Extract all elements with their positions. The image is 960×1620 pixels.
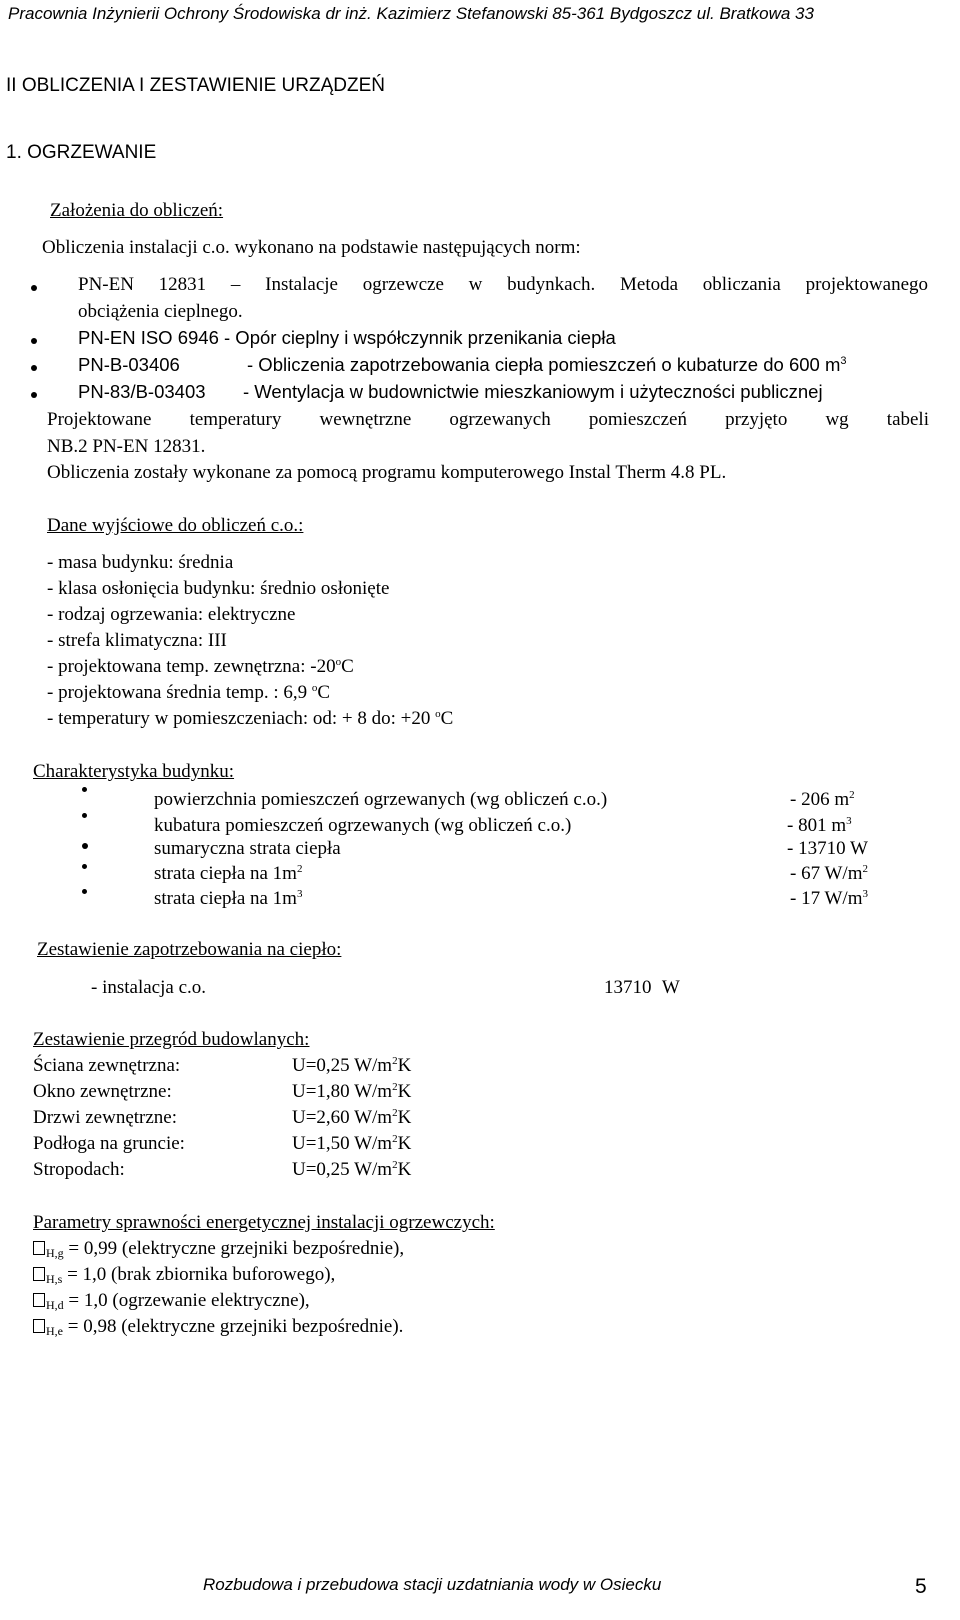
page-number: 5 (915, 1575, 927, 1598)
norm-item-4-code: PN-83/B-03403 (78, 381, 206, 402)
projected-temps-line2: NB.2 PN-EN 12831. (47, 436, 206, 457)
efficiency-row: $_{H,s}$ = 1,0 (brak zbiornika buforowego), (33, 1264, 335, 1286)
input-item: - strefa klimatyczna: III (47, 630, 227, 651)
partition-u-value: U=1,80 $W/m^2K$ (292, 1081, 412, 1102)
efficiency-row: $_{H,g}$ = 0,99 (elektryczne grzejniki bezpośrednie), (33, 1238, 404, 1260)
bullet-icon (31, 392, 37, 398)
norm-item-1-cont: obciążenia cieplnego. (78, 301, 243, 322)
characteristics-value: - 67 $W/m^2$ (790, 863, 868, 884)
norm-item-2: PN-EN ISO 6946 - Opór cieplny i współczynnik przenikania ciepła (78, 327, 616, 348)
bullet-icon (82, 864, 87, 869)
partition-name: Stropodach: (33, 1159, 125, 1180)
input-item-room-temp: - temperatury w pomieszczeniach: od: + 8 do: +20 $^o$C (47, 708, 454, 729)
subsection-title: 1. OGRZEWANIE (6, 142, 157, 163)
heat-demand-heading: Zestawienie zapotrzebowania na ciepło: (37, 939, 342, 960)
partition-name: Drzwi zewnętrzne: (33, 1107, 178, 1128)
software-note: Obliczenia zostały wykonane za pomocą programu komputerowego Instal Therm 4.8 PL. (47, 462, 727, 483)
eta-symbol-icon (33, 1293, 45, 1307)
heat-demand-label: - instalacja c.o. (91, 977, 207, 998)
characteristics-label: strata ciepła na $1m^2$ (154, 863, 303, 884)
heat-demand-value: 13710 W (604, 977, 680, 998)
bullet-icon (82, 843, 88, 849)
page-footer: Rozbudowa i przebudowa stacji uzdatniania wody w Osiecku (203, 1575, 662, 1594)
input-item-ext-temp: - projektowana temp. zewnętrzna: -20$^o$C (47, 656, 354, 677)
partition-u-value: U=1,50 $W/m^2K$ (292, 1133, 412, 1154)
efficiency-row: $_{H,e}$ = 0,98 (elektryczne grzejniki bezpośrednie). (33, 1316, 403, 1338)
bullet-icon (31, 365, 37, 371)
bullet-icon (82, 787, 87, 792)
norm-item-3-desc: - Obliczenia zapotrzebowania ciepła pomieszczeń o kubaturze do 600 $m^3$ (247, 354, 847, 375)
norm-item-3-code: PN-B-03406 (78, 354, 180, 375)
efficiency-heading: Parametry sprawności energetycznej instalacji ogrzewczych: (33, 1212, 495, 1233)
characteristics-value: - 13710 W (787, 838, 868, 859)
input-item: - klasa osłonięcia budynku: średnio osłonięte (47, 578, 390, 599)
characteristics-value: - 801 $m^3$ (787, 815, 852, 836)
bullet-icon (82, 813, 87, 818)
norm-item-4-desc: - Wentylacja w budownictwie mieszkaniowym i użyteczności publicznej (243, 381, 823, 402)
characteristics-value: - 206 $m^2$ (790, 789, 855, 810)
characteristics-label: strata ciepła na $1m^3$ (154, 888, 303, 909)
characteristics-label: powierzchnia pomieszczeń ogrzewanych (wg obliczeń c.o.) (154, 789, 608, 810)
partition-u-value: U=0,25 $W/m^2K$ (292, 1159, 412, 1180)
partitions-heading: Zestawienie przegród budowlanych: (33, 1029, 310, 1050)
input-data-heading: Dane wyjściowe do obliczeń c.o.: (47, 515, 304, 536)
assumptions-heading: Założenia do obliczeń: (50, 200, 224, 221)
characteristics-heading: Charakterystyka budynku: (33, 761, 235, 782)
partition-name: Podłoga na gruncie: (33, 1133, 185, 1154)
efficiency-row: $_{H,d}$ = 1,0 (ogrzewanie elektryczne), (33, 1290, 310, 1312)
bullet-icon (82, 889, 87, 894)
characteristics-label: sumaryczna strata ciepła (154, 838, 341, 859)
page-header: Pracownia Inżynierii Ochrony Środowiska dr inż. Kazimierz Stefanowski 85-361 Bydgoszcz ul. Bratkowa 33 (8, 4, 814, 23)
eta-symbol-icon (33, 1241, 45, 1255)
input-item: - masa budynku: średnia (47, 552, 234, 573)
bullet-icon (31, 285, 37, 291)
eta-symbol-icon (33, 1267, 45, 1281)
partition-name: Ściana zewnętrzna: (33, 1055, 181, 1076)
projected-temps-line1: Projektowane temperatury wewnętrzne ogrzewanych pomieszczeń przyjęto wg tabeli (47, 409, 929, 430)
partition-u-value: U=2,60 $W/m^2K$ (292, 1107, 412, 1128)
bullet-icon (31, 338, 37, 344)
input-item: - rodzaj ogrzewania: elektryczne (47, 604, 296, 625)
norm-item-1: PN-EN 12831 – Instalacje ogrzewcze w budynkach. Metoda obliczania projektowanego (78, 274, 928, 295)
input-item-avg-temp: - projektowana średnia temp. : 6,9 $^o$C (47, 682, 331, 703)
eta-symbol-icon (33, 1319, 45, 1333)
partition-u-value: U=0,25 $W/m^2K$ (292, 1055, 412, 1076)
partition-name: Okno zewnętrzne: (33, 1081, 172, 1102)
characteristics-label: kubatura pomieszczeń ogrzewanych (wg obliczeń c.o.) (154, 815, 572, 836)
characteristics-value: - 17 $W/m^3$ (790, 888, 868, 909)
section-title: II OBLICZENIA I ZESTAWIENIE URZĄDZEŃ (6, 75, 385, 96)
norms-intro: Obliczenia instalacji c.o. wykonano na podstawie następujących norm: (42, 237, 581, 258)
